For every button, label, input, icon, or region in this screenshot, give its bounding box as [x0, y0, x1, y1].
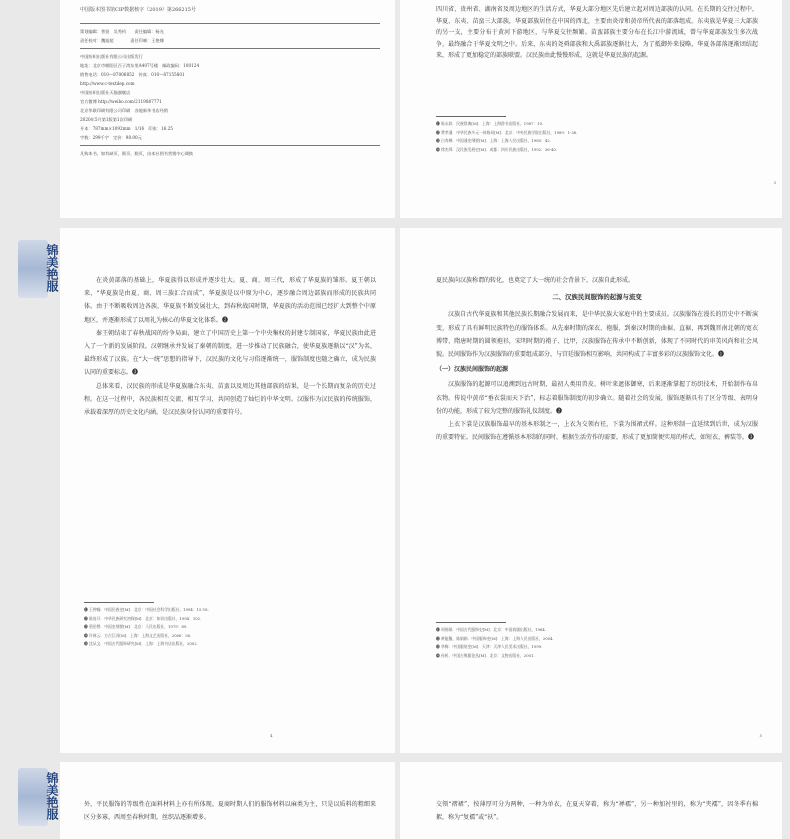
body-text: [84, 274, 376, 419]
paragraph: 汉族自古代华夏族和其他民族长期融合发展而来，是中华民族大家庭中的主要成员。汉族服饰在漫长的历史中不断演变，形成了具有鲜明民族特色的服饰体系。从先秦时期的深衣、袍服，到秦汉时期的曲裾、直裾，再到魏晋南北朝的宽衣博带、隋唐时期的圆领袍衫，宋明时期的褙子、比甲，汉族服饰在传承中不断创新，体现了不同时代的审美风尚和社会风貌。民间服饰作为汉族服饰的重要组成部分，与宫廷服饰相互影响，共同构成了丰富多彩的汉族服饰文化。❶: [436, 311, 758, 359]
footnote: ❹ 许倬云．万古江河[M]．上海：上海文艺出版社，2006：56.: [84, 632, 192, 638]
footnote: ❷ 费孝通．中华民族多元一体格局[M]．北京：中央民族学院出版社，1989：1-36.: [436, 129, 578, 135]
paragraph: 秦王朝结束了春秋战国的纷争局面，建立了中国历史上第一个中央集权的封建专制国家，华夏民族由此进入了一个新的发展阶段。汉朝继承并发展了秦朝的制度，进一步推动了民族融合，使华夏族逐渐以“汉”为名，最终形成了汉族。在“大一统”思想的指导下，汉民族的文化与习俗逐渐统一，服饰制度也随之确立，成为民族认同的重要标志。❸: [84, 329, 376, 377]
footnote: ❶ 陈永龄．民族辞典[M]．上海：上海辞书出版社，1987：10.: [436, 121, 544, 126]
paragraph: 四川省、贵州省、湖南省及周边地区的生活方式，华夏大部分地区先后建立起对周边部族的认同。在长期的交往过程中，华夏、东夷、苗蛮三大部族，华夏部族居住在中国的西北，主要由炎帝和黄帝所代表的部落组成。东夷族是华夏三大部族的另一支，主要分布于黄河下游地区，与华夏交往频繁。苗蛮部族主要分布在长江中游流域，曾与华夏部族发生多次战争，最终融合于华夏文明之中。后来，东夷的尧舜部族和大禹部族逐渐壮大，为了抵御外来侵略，华夏各部落逐渐团结起来，形成了更加稳定的部族联盟。汉民族由此慢慢形成，这就是华夏民族的起源。: [436, 6, 758, 59]
footnote: ❶ 王钟翰．中国民族史[M]．北京：中国社会科学出版社，1994：15-18.: [84, 607, 209, 612]
page-number: 3: [773, 180, 776, 185]
cip-line: 官方微博 http://weibo.com/2119887771: [80, 99, 162, 104]
paragraph: 交领“褶裙”，按薄厚可分为两种，一种为单衣，在夏天穿着，称为“禅襦”，另一种加衬里的，称为“夹襦”，因冬季有棉絮，称为“复襦”或“袄”。: [436, 801, 758, 822]
cip-line: 北京华联印刷有限公司印刷 各地新华书店经销: [80, 108, 168, 113]
footnote: ❶ 周锡保．中国古代服饰史[M]．北京：中国戏剧出版社，1984.: [436, 627, 547, 632]
page-top-right: [400, 0, 782, 218]
footnote: ❸ 翦伯赞．中国史纲要[M]．北京：人民出版社，1979：89.: [84, 624, 188, 630]
page-number: 5: [759, 733, 762, 738]
section-heading: 二、汉族民间服饰的起源与流变: [552, 293, 642, 302]
footnote: ❸ 华梅．中国服装史[M]．天津：天津人民美术出版社，1999.: [436, 644, 543, 650]
paragraph: 夏民族向汉族称谓的转化，也奠定了大一统的社会背景下，汉族自此形成。: [436, 277, 635, 284]
body-text: [436, 274, 758, 444]
footnotes: [436, 120, 756, 154]
paragraph: 总体来看，汉民族的形成是华夏族融合东夷、苗蛮以及周边其他部族的结果，是一个长期而复杂的历史过程。在这一过程中，各民族相互交流、相互学习，共同创造了灿烂的中华文明。汉服作为汉民族的传统服饰，承载着深厚的历史文化内涵，是汉民族身份认同的重要符号。: [84, 382, 376, 417]
footnote: ❷ 陈连开．中华民族研究初探[M]．北京：知识出版社，1994：102.: [84, 615, 202, 621]
divider: [80, 145, 380, 146]
footnote: ❹ 孙机．中国古舆服论丛[M]．北京：文物出版社，2001.: [436, 652, 535, 658]
footnote: ❷ 黄能馥，陈娟娟．中国服饰史[M]．上海：上海人民出版社，2004.: [436, 635, 554, 641]
paragraph: 上衣下裳是汉族服饰最早的基本形制之一，上衣为交领右衽，下裳为围裙式样。这种形制一直延续到后世，成为汉服的重要特征。民间服饰在遵循基本形制的同时，根据生活劳作的需要，形成了更加简便实用的样式，如短衣、裤装等。❸: [436, 421, 758, 442]
cip-line: 中国纺织出版社有限公司出版发行: [80, 54, 143, 59]
paragraph: 外，平民服饰的等级性在面料材料上亦有所体现。夏商时期人们的服饰材料以麻类为主，只是以质料的粗细来区分多寡，西周至春秋时期，丝织品逐渐增多。: [84, 801, 376, 822]
divider: [80, 48, 380, 49]
page-bottom-right: [400, 762, 782, 839]
cip-line: 地址：北京市朝阳区百子湾东里A407号楼 邮政编码：100124: [80, 63, 200, 68]
cip-line: 2020年5月第1版第1次印刷: [80, 117, 133, 122]
footnotes: [84, 606, 374, 649]
page-mid-right: [400, 228, 782, 753]
logo-text: 锦美艳服: [45, 772, 59, 820]
divider: [80, 23, 380, 24]
cip-line: 开本：787mm×1092mm 1/16 印张：16.25: [80, 126, 173, 131]
cip-line: 策划编辑：普贤 吴秀钧 责任编辑：杨光: [80, 29, 164, 34]
footnote-divider: [84, 602, 154, 603]
cip-block: [80, 6, 380, 158]
footnote: ❹ 徐杰舜．汉民族发展史[M]．成都：四川民族出版社，1992：36-40.: [436, 146, 557, 152]
cip-line: http://www.c-textilep.com: [80, 81, 135, 86]
footnote: ❸ 白寿彝．中国通史纲要[M]．上海：上海人民出版社，1980：42.: [436, 138, 551, 144]
footnote: ❺ 沈从文．中国古代服饰研究[M]．上海：上海书店出版社，2002.: [84, 641, 198, 647]
cip-line: 中国纺织出版社天猫旗舰店: [80, 90, 131, 95]
page-number: 4: [270, 733, 273, 738]
book-logo: [18, 240, 66, 298]
subsection-heading: （一）汉族民间服饰的起源: [436, 366, 509, 374]
paragraph: 在炎黄部落的基础上，华夏族得以形成并逐步壮大。夏、商、周三代，形成了华夏族的雏形。夏王朝以来，“华夏族是由夏、商、周三族汇合而成”，华夏族是以中原为中心，逐步融合周边部族而形成的民族共同体。由于不断吸收周边各族，华夏族不断发展壮大，到春秋战国时期，华夏族的活动范围已经扩大到整个中原地区，并逐渐形成了以周礼为核心的华夏文化体系。❷: [84, 277, 376, 324]
cip-line: 字数：299千字 定价：98.00元: [80, 135, 142, 140]
footnote-divider: [436, 622, 506, 623]
cip-line: 销售电话：010—87006852 传真：010—87155801: [80, 72, 185, 77]
footnote-divider: [436, 116, 506, 117]
paragraph: 汉族服饰的起源可以追溯到远古时期，最初人类用兽皮、树叶来遮体御寒，后来逐渐掌握了纺织技术，开始制作布帛衣物。传说中黄帝“垂衣裳而天下治”，标志着服饰制度的初步确立。随着社会的发展，服饰逐渐具有了区分等级、表明身份的功能，形成了较为完整的服饰礼仪制度。❷: [436, 381, 758, 415]
cip-line: 责任校对：魏旭超 责任印制：王艳娜: [80, 38, 164, 43]
cip-title: 中国版本图书馆CIP数据核字（2019）第266215号: [80, 7, 196, 13]
page-copyright: [60, 0, 395, 218]
cip-line: 凡购本书，如有缺页、倒页、脱页，由本社图书营销中心调换: [80, 151, 194, 156]
page-bottom-left: [60, 762, 395, 839]
logo-text: 锦美艳服: [45, 244, 59, 292]
page-mid-left: [60, 228, 395, 753]
book-logo: [18, 768, 66, 826]
footnotes: [436, 626, 756, 660]
